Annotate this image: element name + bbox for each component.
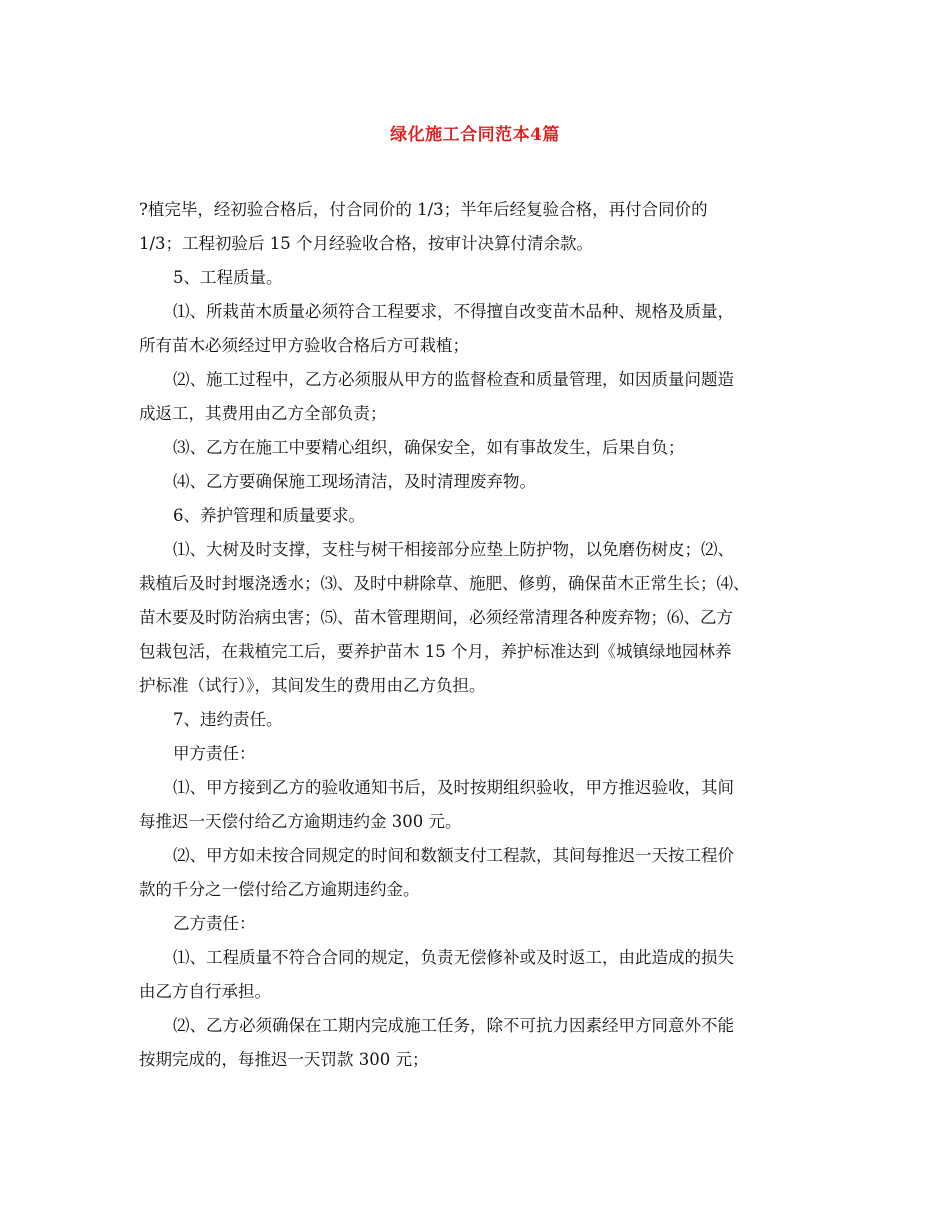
paragraph-line: ?植完毕，经初验合格后，付合同价的 1/3；半年后经复验合格，再付合同价的 <box>139 200 708 219</box>
paragraph <box>139 533 819 703</box>
document-title: 绿化施工合同范本4篇 <box>390 125 560 145</box>
paragraph-line: ⑴、所栽苗木质量必须符合工程要求，不得擅自改变苗木品种、规格及质量， <box>173 302 734 321</box>
paragraph-line: 按期完成的，每推迟一天罚款 300 元； <box>139 1050 429 1069</box>
paragraph <box>139 193 819 261</box>
paragraph <box>139 465 819 499</box>
paragraph-line: 护标准（试行）》，其间发生的费用由乙方负担。 <box>139 676 486 695</box>
paragraph-line: ⑵、甲方如未按合同规定的时间和数额支付工程款，其间每推迟一天按工程价 <box>173 846 734 865</box>
paragraph <box>139 839 819 907</box>
paragraph <box>139 1009 819 1077</box>
paragraph-line: 1/3；工程初验后 15 个月经验收合格，按审计决算付清余款。 <box>139 234 594 253</box>
paragraph-line: 乙方责任： <box>173 914 256 933</box>
paragraph-line: 由乙方自行承担。 <box>139 982 271 1001</box>
paragraph-line: 7、违约责任。 <box>173 710 283 729</box>
paragraph-line: ⑷、乙方要确保施工现场清洁，及时清理废弃物。 <box>173 472 536 491</box>
paragraph-line: 所有苗木必须经过甲方验收合格后方可栽植； <box>139 336 469 355</box>
paragraph-line: ⑴、工程质量不符合合同的规定，负责无偿修补或及时返工，由此造成的损失 <box>173 948 734 967</box>
paragraph-line: ⑶、乙方在施工中要精心组织，确保安全，如有事故发生，后果自负； <box>173 438 685 457</box>
paragraph-line: ⑴、甲方接到乙方的验收通知书后，及时按期组织验收，甲方推迟验收，其间 <box>173 778 734 797</box>
document-body <box>139 193 819 1077</box>
paragraph <box>139 737 819 771</box>
paragraph <box>139 941 819 1009</box>
paragraph <box>139 363 819 431</box>
paragraph-line: 甲方责任： <box>173 744 256 763</box>
paragraph <box>139 295 819 363</box>
paragraph-line: 苗木要及时防治病虫害；⑸、苗木管理期间，必须经常清理各种废弃物；⑹、乙方 <box>139 608 733 627</box>
paragraph-line: ⑵、乙方必须确保在工期内完成施工任务，除不可抗力因素经甲方同意外不能 <box>173 1016 734 1035</box>
paragraph-line: 6、养护管理和质量要求。 <box>173 506 365 525</box>
paragraph-line: ⑵、施工过程中，乙方必须服从甲方的监督检查和质量管理，如因质量问题造 <box>173 370 734 389</box>
paragraph-line: 栽植后及时封堰浇透水；⑶、及时中耕除草、施肥、修剪，确保苗木正常生长；⑷、 <box>139 574 750 593</box>
paragraph <box>139 771 819 839</box>
paragraph <box>139 907 819 941</box>
paragraph-line: ⑴、大树及时支撑，支柱与树干相接部分应垫上防护物，以免磨伤树皮；⑵、 <box>173 540 734 559</box>
paragraph <box>139 431 819 465</box>
paragraph <box>139 261 819 295</box>
paragraph <box>139 703 819 737</box>
paragraph <box>139 499 819 533</box>
paragraph-line: 成返工，其费用由乙方全部负责； <box>139 404 387 423</box>
paragraph-line: 5、工程质量。 <box>173 268 283 287</box>
paragraph-line: 包栽包活，在栽植完工后，要养护苗木 15 个月，养护标准达到《城镇绿地园林养 <box>139 642 732 661</box>
paragraph-line: 款的千分之一偿付给乙方逾期违约金。 <box>139 880 420 899</box>
paragraph-line: 每推迟一天偿付给乙方逾期违约金 300 元。 <box>139 812 462 831</box>
